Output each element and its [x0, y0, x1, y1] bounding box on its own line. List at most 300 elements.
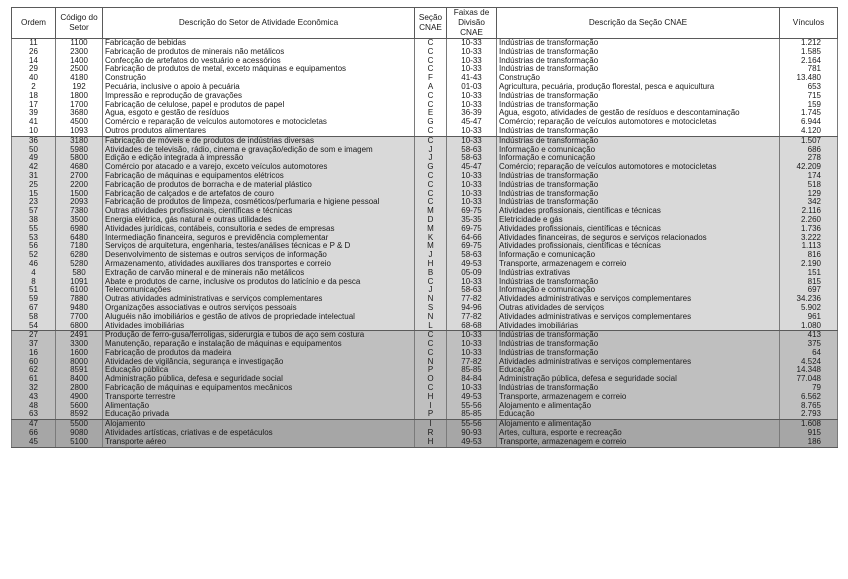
cell-faixas: 85-85	[447, 410, 497, 419]
cell-codigo: 8400	[56, 375, 103, 384]
table-header	[12, 8, 838, 39]
cell-vinculos: 1.212	[780, 39, 838, 48]
cell-descricao-setor: Fabricação de móveis e de produtos de indústrias diversas	[103, 136, 415, 145]
cell-codigo: 580	[56, 269, 103, 278]
table-row	[12, 127, 838, 136]
cell-ordem: 60	[12, 358, 56, 367]
header-ordem: Ordem	[12, 8, 56, 39]
cell-codigo: 1500	[56, 190, 103, 199]
header-row	[12, 8, 838, 39]
cell-secao: J	[415, 251, 447, 260]
cell-secao: H	[415, 393, 447, 402]
table-row	[12, 181, 838, 190]
header-faixas-divisao: Faixas de Divisão CNAE	[447, 8, 497, 39]
cell-ordem: 8	[12, 278, 56, 287]
table-row	[12, 242, 838, 251]
cell-codigo: 5600	[56, 402, 103, 411]
cell-descricao-secao: Alojamento e alimentação	[497, 402, 780, 411]
cell-codigo: 1800	[56, 92, 103, 101]
cell-descricao-setor: Desenvolvimento de sistemas e outros serviços de informação	[103, 251, 415, 260]
cell-ordem: 50	[12, 146, 56, 155]
cell-vinculos: 1.745	[780, 109, 838, 118]
cell-secao: C	[415, 172, 447, 181]
cell-ordem: 45	[12, 438, 56, 447]
cell-secao: P	[415, 366, 447, 375]
table-row	[12, 57, 838, 66]
cell-descricao-secao: Indústrias de transformação	[497, 101, 780, 110]
cell-descricao-secao: Indústrias de transformação	[497, 172, 780, 181]
cell-vinculos: 686	[780, 146, 838, 155]
cell-faixas: 10-33	[447, 278, 497, 287]
cell-descricao-setor: Comércio e reparação de veículos automotores e motocicletas	[103, 118, 415, 127]
table-row	[12, 118, 838, 127]
table-row	[12, 198, 838, 207]
cell-ordem: 51	[12, 286, 56, 295]
cell-secao: C	[415, 136, 447, 145]
cell-codigo: 2700	[56, 172, 103, 181]
table-row	[12, 109, 838, 118]
cell-ordem: 38	[12, 216, 56, 225]
table-row	[12, 48, 838, 57]
cell-descricao-secao: Indústrias de transformação	[497, 331, 780, 340]
cell-codigo: 4900	[56, 393, 103, 402]
cell-codigo: 1600	[56, 349, 103, 358]
cell-ordem: 4	[12, 269, 56, 278]
table-row	[12, 331, 838, 340]
cell-descricao-secao: Informação e comunicação	[497, 154, 780, 163]
table-row	[12, 322, 838, 331]
cell-descricao-setor: Fabricação de celulose, papel e produtos de papel	[103, 101, 415, 110]
cell-secao: C	[415, 39, 447, 48]
cell-secao: M	[415, 207, 447, 216]
cell-ordem: 49	[12, 154, 56, 163]
cell-descricao-setor: Fabricação de máquinas e equipamentos mecânicos	[103, 384, 415, 393]
cell-faixas: 85-85	[447, 366, 497, 375]
cell-vinculos: 6.562	[780, 393, 838, 402]
table-row	[12, 410, 838, 419]
cell-codigo: 2800	[56, 384, 103, 393]
cell-secao: K	[415, 234, 447, 243]
cell-descricao-setor: Fabricação de produtos de minerais não metálicos	[103, 48, 415, 57]
cell-vinculos: 6.944	[780, 118, 838, 127]
cell-codigo: 7380	[56, 207, 103, 216]
cell-descricao-setor: Transporte terrestre	[103, 393, 415, 402]
cell-codigo: 192	[56, 83, 103, 92]
cell-descricao-secao: Comércio; reparação de veículos automotores e motocicletas	[497, 163, 780, 172]
cell-codigo: 7700	[56, 313, 103, 322]
cell-secao: S	[415, 304, 447, 313]
cell-descricao-secao: Atividades administrativas e serviços complementares	[497, 295, 780, 304]
cell-faixas: 10-33	[447, 340, 497, 349]
table-row	[12, 260, 838, 269]
cell-vinculos: 518	[780, 181, 838, 190]
cell-ordem: 25	[12, 181, 56, 190]
table-row	[12, 393, 838, 402]
table-row	[12, 420, 838, 429]
cell-descricao-secao: Alojamento e alimentação	[497, 420, 780, 429]
cell-secao: H	[415, 260, 447, 269]
cell-faixas: 35-35	[447, 216, 497, 225]
cell-descricao-setor: Intermediação financeira, seguros e previdência complementar	[103, 234, 415, 243]
cell-descricao-setor: Outros produtos alimentares	[103, 127, 415, 136]
cell-ordem: 36	[12, 136, 56, 145]
cell-descricao-secao: Informação e comunicação	[497, 286, 780, 295]
cell-descricao-setor: Comércio por atacado e a varejo, exceto veículos automotores	[103, 163, 415, 172]
cell-secao: M	[415, 242, 447, 251]
cell-vinculos: 4.524	[780, 358, 838, 367]
cell-descricao-setor: Fabricação de máquinas e equipamentos elétricos	[103, 172, 415, 181]
cell-codigo: 3180	[56, 136, 103, 145]
table-body	[12, 39, 838, 448]
table-row	[12, 190, 838, 199]
cell-ordem: 53	[12, 234, 56, 243]
cell-codigo: 7880	[56, 295, 103, 304]
cell-descricao-secao: Outras atividades de serviços	[497, 304, 780, 313]
cell-ordem: 47	[12, 420, 56, 429]
cell-vinculos: 1.113	[780, 242, 838, 251]
cell-secao: J	[415, 146, 447, 155]
table-row	[12, 366, 838, 375]
cell-descricao-secao: Indústrias de transformação	[497, 190, 780, 199]
cell-descricao-secao: Indústrias de transformação	[497, 48, 780, 57]
cell-descricao-setor: Serviços de arquitetura, engenharia, testes/análises técnicas e P & D	[103, 242, 415, 251]
cell-ordem: 66	[12, 429, 56, 438]
table-row	[12, 74, 838, 83]
cell-descricao-secao: Atividades administrativas e serviços complementares	[497, 313, 780, 322]
table-row	[12, 83, 838, 92]
cell-descricao-setor: Alimentação	[103, 402, 415, 411]
cell-descricao-setor: Produção de ferro-gusa/ferroligas, siderurgia e tubos de aço sem costura	[103, 331, 415, 340]
cell-secao: H	[415, 438, 447, 447]
cell-ordem: 42	[12, 163, 56, 172]
cell-faixas: 10-33	[447, 172, 497, 181]
cell-ordem: 37	[12, 340, 56, 349]
cell-faixas: 10-33	[447, 190, 497, 199]
cell-vinculos: 2.164	[780, 57, 838, 66]
cell-vinculos: 13.480	[780, 74, 838, 83]
cell-descricao-secao: Indústrias de transformação	[497, 57, 780, 66]
cell-codigo: 1091	[56, 278, 103, 287]
cell-descricao-setor: Impressão e reprodução de gravações	[103, 92, 415, 101]
cell-descricao-setor: Pecuária, inclusive o apoio à pecuária	[103, 83, 415, 92]
table-row	[12, 286, 838, 295]
cell-faixas: 94-96	[447, 304, 497, 313]
cell-descricao-setor: Água, esgoto e gestão de resíduos	[103, 109, 415, 118]
cell-vinculos: 8.765	[780, 402, 838, 411]
cell-descricao-setor: Construção	[103, 74, 415, 83]
table-row	[12, 295, 838, 304]
cell-ordem: 27	[12, 331, 56, 340]
cell-descricao-setor: Energia elétrica, gás natural e outras utilidades	[103, 216, 415, 225]
cell-vinculos: 174	[780, 172, 838, 181]
table-row	[12, 375, 838, 384]
cell-descricao-setor: Extração de carvão mineral e de minerais não metálicos	[103, 269, 415, 278]
cell-descricao-setor: Administração pública, defesa e seguridade social	[103, 375, 415, 384]
cell-descricao-secao: Indústrias de transformação	[497, 92, 780, 101]
cell-descricao-setor: Telecomunicações	[103, 286, 415, 295]
cell-codigo: 6980	[56, 225, 103, 234]
table-row	[12, 207, 838, 216]
cell-descricao-secao: Informação e comunicação	[497, 146, 780, 155]
cell-ordem: 55	[12, 225, 56, 234]
cell-faixas: 84-84	[447, 375, 497, 384]
cell-codigo: 6100	[56, 286, 103, 295]
header-vinculos: Vínculos	[780, 8, 838, 39]
cell-vinculos: 1.736	[780, 225, 838, 234]
cell-ordem: 23	[12, 198, 56, 207]
cell-descricao-secao: Atividades profissionais, científicas e técnicas	[497, 242, 780, 251]
cell-secao: C	[415, 190, 447, 199]
table-row	[12, 340, 838, 349]
cell-vinculos: 961	[780, 313, 838, 322]
cell-descricao-secao: Indústrias de transformação	[497, 198, 780, 207]
cell-descricao-setor: Fabricação de produtos de limpeza, cosméticos/perfumaria e higiene pessoal	[103, 198, 415, 207]
cell-vinculos: 915	[780, 429, 838, 438]
cell-vinculos: 151	[780, 269, 838, 278]
cell-codigo: 8000	[56, 358, 103, 367]
cell-ordem: 18	[12, 92, 56, 101]
cell-vinculos: 815	[780, 278, 838, 287]
cell-secao: C	[415, 349, 447, 358]
table-row	[12, 251, 838, 260]
cell-faixas: 10-33	[447, 48, 497, 57]
cell-secao: C	[415, 181, 447, 190]
cell-descricao-secao: Construção	[497, 74, 780, 83]
cell-descricao-setor: Fabricação de bebidas	[103, 39, 415, 48]
header-descricao-secao: Descrição da Seção CNAE	[497, 8, 780, 39]
cell-secao: C	[415, 278, 447, 287]
cell-descricao-secao: Comércio; reparação de veículos automotores e motocicletas	[497, 118, 780, 127]
cell-descricao-setor: Armazenamento, atividades auxiliares dos transportes e correio	[103, 260, 415, 269]
cell-descricao-setor: Fabricação de produtos da madeira	[103, 349, 415, 358]
cell-faixas: 58-63	[447, 154, 497, 163]
cell-secao: C	[415, 92, 447, 101]
cell-ordem: 43	[12, 393, 56, 402]
cell-descricao-secao: Agricultura, pecuária, produção florestal, pesca e aquicultura	[497, 83, 780, 92]
cell-secao: E	[415, 109, 447, 118]
table-row	[12, 349, 838, 358]
cell-codigo: 8592	[56, 410, 103, 419]
cell-vinculos: 5.902	[780, 304, 838, 313]
cell-ordem: 41	[12, 118, 56, 127]
cell-ordem: 61	[12, 375, 56, 384]
cell-secao: N	[415, 295, 447, 304]
cell-descricao-setor: Transporte aéreo	[103, 438, 415, 447]
cell-ordem: 40	[12, 74, 56, 83]
cell-codigo: 5280	[56, 260, 103, 269]
cell-codigo: 2200	[56, 181, 103, 190]
cell-descricao-setor: Abate e produtos de carne, inclusive os produtos do laticínio e da pesca	[103, 278, 415, 287]
cell-codigo: 7180	[56, 242, 103, 251]
cell-ordem: 31	[12, 172, 56, 181]
cell-faixas: 49-53	[447, 438, 497, 447]
header-descricao-setor: Descrição do Setor de Atividade Econômica	[103, 8, 415, 39]
cell-ordem: 14	[12, 57, 56, 66]
table-row	[12, 304, 838, 313]
cell-descricao-secao: Indústrias de transformação	[497, 136, 780, 145]
sector-table	[11, 7, 838, 448]
table-row	[12, 429, 838, 438]
cell-faixas: 10-33	[447, 92, 497, 101]
header-secao-cnae: Seção CNAE	[415, 8, 447, 39]
cell-descricao-setor: Atividades jurídicas, contábeis, consultoria e sedes de empresas	[103, 225, 415, 234]
cell-secao: J	[415, 154, 447, 163]
cell-descricao-setor: Atividades imobiliárias	[103, 322, 415, 331]
cell-descricao-setor: Fabricação de calçados e de artefatos de couro	[103, 190, 415, 199]
cell-descricao-secao: Transporte, armazenagem e correio	[497, 393, 780, 402]
cell-descricao-secao: Indústrias de transformação	[497, 65, 780, 74]
cell-codigo: 4680	[56, 163, 103, 172]
cell-ordem: 57	[12, 207, 56, 216]
cell-secao: N	[415, 358, 447, 367]
cell-codigo: 9080	[56, 429, 103, 438]
table-row	[12, 225, 838, 234]
cell-faixas: 10-33	[447, 57, 497, 66]
cell-faixas: 10-33	[447, 198, 497, 207]
table-row	[12, 172, 838, 181]
cell-codigo: 2500	[56, 65, 103, 74]
cell-secao: C	[415, 57, 447, 66]
cell-descricao-secao: Educação	[497, 366, 780, 375]
cell-descricao-secao: Indústrias de transformação	[497, 181, 780, 190]
cell-codigo: 2093	[56, 198, 103, 207]
cell-ordem: 26	[12, 48, 56, 57]
cell-vinculos: 2.190	[780, 260, 838, 269]
cell-vinculos: 278	[780, 154, 838, 163]
cell-vinculos: 2.793	[780, 410, 838, 419]
cell-vinculos: 653	[780, 83, 838, 92]
table-row	[12, 358, 838, 367]
cell-secao: C	[415, 331, 447, 340]
cell-faixas: 49-53	[447, 260, 497, 269]
cell-faixas: 58-63	[447, 286, 497, 295]
cell-vinculos: 79	[780, 384, 838, 393]
cell-descricao-setor: Outras atividades administrativas e serviços complementares	[103, 295, 415, 304]
table-row	[12, 92, 838, 101]
cell-descricao-secao: Atividades profissionais, científicas e técnicas	[497, 225, 780, 234]
cell-secao: M	[415, 225, 447, 234]
cell-codigo: 1700	[56, 101, 103, 110]
cell-codigo: 5980	[56, 146, 103, 155]
cell-vinculos: 64	[780, 349, 838, 358]
cell-faixas: 90-93	[447, 429, 497, 438]
cell-vinculos: 129	[780, 190, 838, 199]
cell-faixas: 10-33	[447, 65, 497, 74]
cell-vinculos: 2.260	[780, 216, 838, 225]
cell-descricao-secao: Atividades profissionais, científicas e técnicas	[497, 207, 780, 216]
cell-vinculos: 375	[780, 340, 838, 349]
cell-faixas: 77-82	[447, 358, 497, 367]
cell-faixas: 45-47	[447, 163, 497, 172]
cell-descricao-setor: Fabricação de produtos de borracha e de material plástico	[103, 181, 415, 190]
table-row	[12, 154, 838, 163]
cell-faixas: 45-47	[447, 118, 497, 127]
cell-descricao-secao: Transporte, armazenagem e correio	[497, 260, 780, 269]
cell-faixas: 05-09	[447, 269, 497, 278]
cell-faixas: 69-75	[447, 242, 497, 251]
cell-descricao-secao: Eletricidade e gás	[497, 216, 780, 225]
cell-vinculos: 77.048	[780, 375, 838, 384]
table-row	[12, 438, 838, 447]
cell-vinculos: 1.507	[780, 136, 838, 145]
cell-secao: C	[415, 340, 447, 349]
cell-secao: C	[415, 384, 447, 393]
cell-ordem: 48	[12, 402, 56, 411]
cell-descricao-setor: Atividades artísticas, criativas e de espetáculos	[103, 429, 415, 438]
cell-descricao-setor: Educação privada	[103, 410, 415, 419]
cell-secao: A	[415, 83, 447, 92]
cell-secao: D	[415, 216, 447, 225]
cell-codigo: 6480	[56, 234, 103, 243]
cell-descricao-secao: Indústrias de transformação	[497, 39, 780, 48]
cell-faixas: 10-33	[447, 101, 497, 110]
table-row	[12, 384, 838, 393]
cell-faixas: 41-43	[447, 74, 497, 83]
cell-codigo: 1093	[56, 127, 103, 136]
cell-descricao-setor: Organizações associativas e outros serviços pessoais	[103, 304, 415, 313]
cell-codigo: 3300	[56, 340, 103, 349]
cell-descricao-secao: Indústrias de transformação	[497, 278, 780, 287]
cell-secao: R	[415, 429, 447, 438]
cell-descricao-setor: Outras atividades profissionais, científicas e técnicas	[103, 207, 415, 216]
cell-codigo: 1100	[56, 39, 103, 48]
cell-ordem: 32	[12, 384, 56, 393]
cell-descricao-secao: Indústrias de transformação	[497, 127, 780, 136]
table-row	[12, 136, 838, 145]
cell-ordem: 16	[12, 349, 56, 358]
cell-descricao-secao: Atividades imobiliárias	[497, 322, 780, 331]
cell-vinculos: 2.116	[780, 207, 838, 216]
cell-faixas: 49-53	[447, 393, 497, 402]
cell-secao: C	[415, 65, 447, 74]
cell-descricao-setor: Educação pública	[103, 366, 415, 375]
cell-secao: I	[415, 402, 447, 411]
cell-faixas: 55-56	[447, 402, 497, 411]
cell-descricao-secao: Indústrias de transformação	[497, 384, 780, 393]
cell-descricao-secao: Indústrias de transformação	[497, 349, 780, 358]
cell-vinculos: 697	[780, 286, 838, 295]
cell-vinculos: 715	[780, 92, 838, 101]
cell-secao: O	[415, 375, 447, 384]
cell-faixas: 10-33	[447, 127, 497, 136]
cell-ordem: 11	[12, 39, 56, 48]
cell-ordem: 62	[12, 366, 56, 375]
cell-secao: C	[415, 101, 447, 110]
cell-ordem: 54	[12, 322, 56, 331]
cell-descricao-secao: Informação e comunicação	[497, 251, 780, 260]
table-row	[12, 402, 838, 411]
cell-secao: F	[415, 74, 447, 83]
cell-faixas: 01-03	[447, 83, 497, 92]
cell-faixas: 58-63	[447, 146, 497, 155]
cell-secao: C	[415, 48, 447, 57]
cell-codigo: 2491	[56, 331, 103, 340]
cell-secao: C	[415, 198, 447, 207]
cell-ordem: 63	[12, 410, 56, 419]
cell-vinculos: 4.120	[780, 127, 838, 136]
cell-vinculos: 816	[780, 251, 838, 260]
cell-faixas: 36-39	[447, 109, 497, 118]
cell-codigo: 4500	[56, 118, 103, 127]
cell-faixas: 77-82	[447, 313, 497, 322]
cell-vinculos: 1.585	[780, 48, 838, 57]
cell-descricao-secao: Indústrias extrativas	[497, 269, 780, 278]
cell-faixas: 10-33	[447, 39, 497, 48]
cell-codigo: 4180	[56, 74, 103, 83]
table-row	[12, 278, 838, 287]
cell-ordem: 58	[12, 313, 56, 322]
cell-ordem: 56	[12, 242, 56, 251]
